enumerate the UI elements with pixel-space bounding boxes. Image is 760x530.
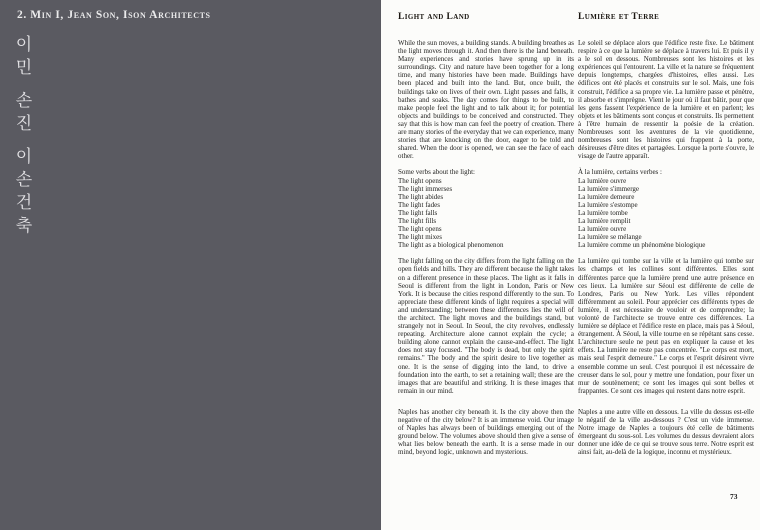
verse-line: À la lumière, certains verbes :	[578, 168, 662, 177]
korean-char: 축	[15, 216, 33, 235]
paragraph-french-2: La lumière qui tombe sur la ville et la lumière qui tombe sur les champs et les collines sont différentes. Elles sont différentes parce que la lumière prend une autre présence en ces lieux. La lumière sur Séoul est différente de celle de Londres, Paris ou New York. Les villes répondent différemment au soleil. Pour apprécier ces différents types de lumière, il est nécessaire de vouloir et de comprendre; la volonté de l'architecte se trouve entre ces différences. La lumière se déplace et l'édifice reste en place, mais pas à Séoul, étrangement. À Séoul, la ville tourne en se répétant sans cesse. L'architecture seule ne peut pas en expliquer la cause et les effets. La lumière ne reste pas concentrée. "Le corps est mort, mais seul l'esprit demeure." Le corps et l'esprit désirent vivre ensemble comme un seul. C'est pourquoi il est nécessaire de creuser dans le sol, pour y mettre une fondation, pour fixer un mur de soutènement; ce sont les images qui sont belles et frappantes. Ce sont ces images qui restent dans notre esprit.	[578, 257, 754, 395]
korean-char: 진	[15, 114, 33, 133]
verse-line: La lumière ouvre	[578, 176, 627, 185]
paragraph-english-3: Naples has another city beneath it. Is the city above then the negative of the city below? It is an immense void. Our image of Naples has always been of buildings emerging out of the ground below. The volumes above should then give a sense of what lies below beneath the earth. It is a sense made in our mind, beyond logic, unknown and mysterious.	[398, 407, 574, 457]
heading-french: Lumière et Terre	[578, 12, 660, 22]
verse-line: La lumière tombe	[578, 208, 628, 217]
verse-line: The light opens	[398, 176, 442, 185]
paragraph-french-1: Le soleil se déplace alors que l'édifice reste fixe. Le bâtiment respire à ce que la lumière se déplace à travers lui. Et puis il y a le sol en dessous. Nombreuses sont les histoires et les expériences qui l'entourent. La ville et la nature se fréquentent depuis longtemps, chargées d'histoires, elles aussi. Les édifices ont été placés et construits sur le sol. Mais, une fois construit, l'édifice a sa propre vie. La lumière passe et pénètre, il absorbe et s'imprègne. Vient le jour où il faut bâtir, pour que les gens fassent l'expérience de la lumière et en parlent; les objets et les bâtiments sont conçus et construits. Ils permettent à l'être humain de ressentir la poésie de la création. Nombreuses sont les aventures de la vie quotidienne, nombreuses sont les histoires qui frappent à la porte, désireuses d'être dites et partagées. Lorsque la porte s'ouvre, le visage de l'autre apparaît.	[578, 39, 754, 161]
verse-line: Some verbs about the light:	[398, 168, 475, 177]
column-french	[578, 12, 754, 465]
text-page	[381, 0, 760, 530]
paragraph-english-1: While the sun moves, a building stands. A building breathes as the light moves through it. And then there is the land beneath. Many experiences and stories have sprung up in its surroundings. City and nature have been together for a long time, and many histories have been made. Buildings have been placed and built into the land. But, once built, the buildings take on lives of their own. Light passes and falls, it bathes and soaks. The day comes for things to be built, to make people feel the light and to talk about it; for potential objects and buildings to be conceived and constructed. They say that this is how man can feel the poetry of creation. There are many stories of the everyday that we can experience, many stories that are knocking on the door, eager to be told and shared. When the door is opened, we can see the face of each other.	[398, 39, 574, 161]
chapter-title: 2. Min I, Jean Son, Ison Architects	[17, 9, 211, 21]
korean-char: 이	[15, 35, 33, 54]
korean-name-min-i	[13, 33, 35, 79]
paragraph-english-2: The light falling on the city differs from the light falling on the open fields and hills. They are different because the light takes on a different presence in these places. The light as it falls in Seoul is different from the light in London, Paris or New York. It is because the cities respond differently to the sun. To appreciate these different kinds of light requires a special will and understanding; between these differences lies the will of the architect. The light moves and the buildings stand, but strangely not in Seoul. In Seoul, the city revolves, endlessly repeating. Architecture alone cannot explain the cycle; a building alone cannot explain the cause-and-effect. The light does not stay focused. "The body is dead, but only the spirit remains." The body and the spirit desire to live together as one. It is the sense of digging into the land, to drive a foundation into the earth, to set a retaining wall; these are the images that are beautiful and striking. It is these images that remain in our mind.	[398, 257, 574, 395]
verse-line: La lumière s'immerge	[578, 184, 640, 193]
korean-char: 민	[15, 58, 33, 77]
verse-line: The light fills	[398, 216, 437, 225]
column-english	[398, 12, 574, 465]
verse-list-french	[578, 168, 754, 249]
verse-line: The light abides	[398, 192, 444, 201]
verse-line: La lumière ouvre	[578, 225, 627, 234]
verse-line: The light fades	[398, 200, 440, 209]
verse-line: The light falls	[398, 208, 438, 217]
verse-line: La lumière remplit	[578, 216, 631, 225]
page-number: 73	[730, 492, 738, 501]
verse-line: La lumière comme un phénomène biologique	[578, 241, 706, 250]
verse-line: La lumière s'estompe	[578, 200, 638, 209]
paragraph-french-3: Naples a une autre ville en dessous. La ville du dessus est-elle le négatif de la ville au-dessous ? C'est un vide immense. Notre image de Naples a toujours été celle de bâtiments émergeant du sous-sol. Les volumes du dessus devraient alors donner une idée de ce qui se trouve sous terre. Notre esprit est ainsi fait, au-delà de la logique, inconnu et mystérieux.	[578, 407, 754, 457]
verse-list-english	[398, 168, 574, 249]
verse-line: La lumière demeure	[578, 192, 635, 201]
verse-line: The light opens	[398, 225, 442, 234]
korean-char: 손	[15, 91, 33, 110]
verse-line: The light mixes	[398, 233, 442, 242]
korean-name-jean-son	[13, 89, 35, 135]
korean-char: 이	[15, 147, 33, 166]
korean-char: 건	[15, 193, 33, 212]
verse-line: The light as a biological phenomenon	[398, 241, 504, 250]
verse-line: La lumière se mélange	[578, 233, 642, 242]
korean-vertical-title	[13, 33, 35, 247]
korean-char: 손	[15, 170, 33, 189]
verse-line: The light immerses	[398, 184, 453, 193]
korean-name-ison-architects	[13, 145, 35, 237]
heading-english: Light and Land	[398, 12, 470, 22]
